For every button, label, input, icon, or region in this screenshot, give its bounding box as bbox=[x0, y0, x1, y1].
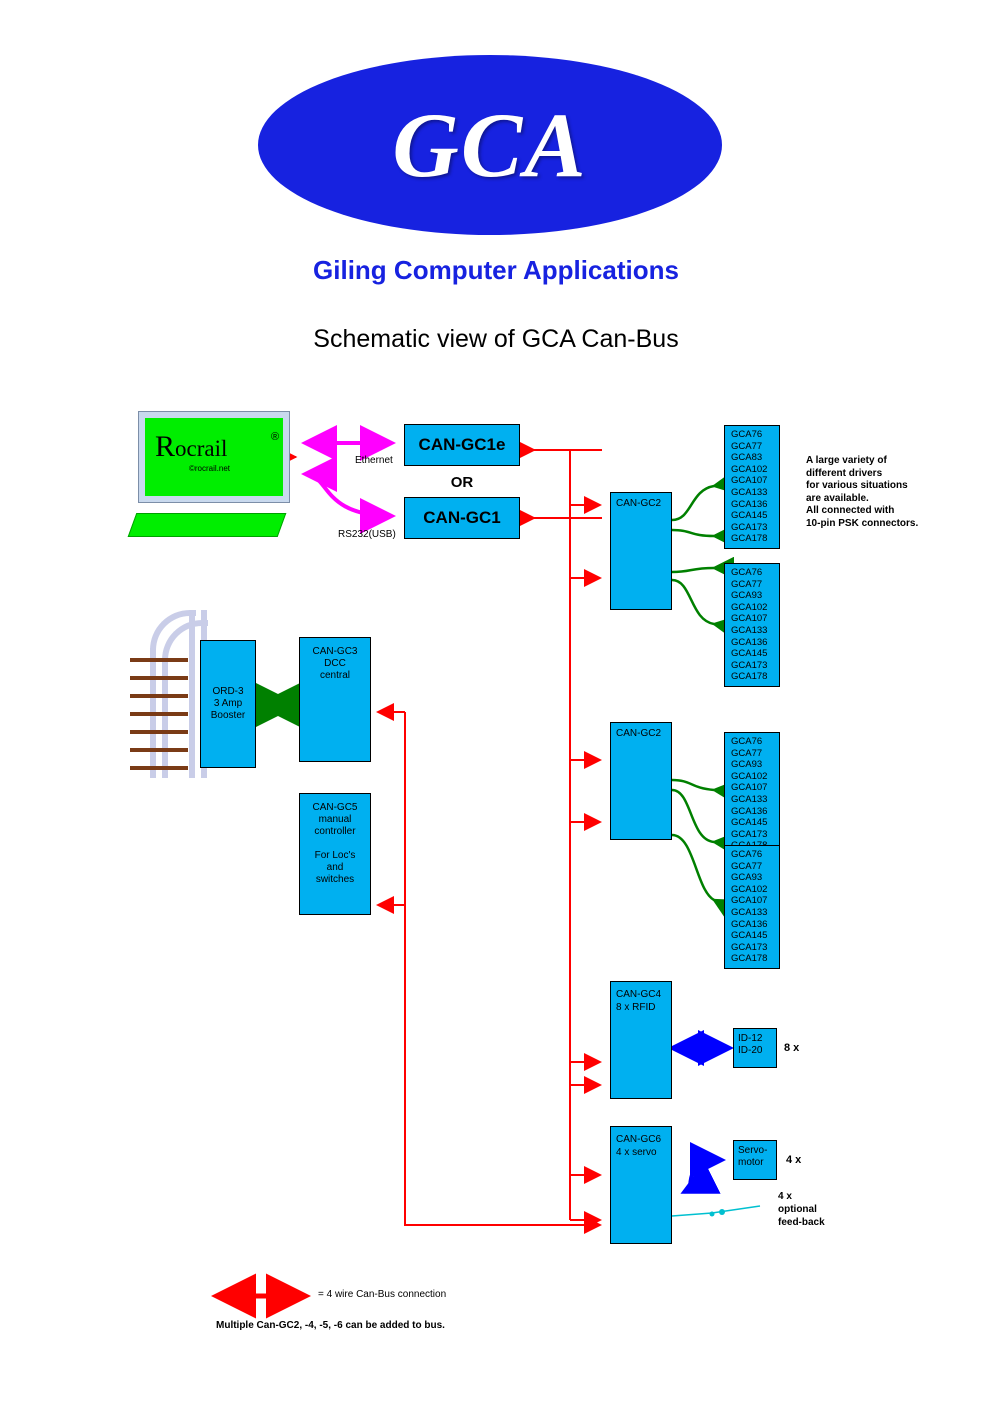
driver-item: GCA178 bbox=[731, 671, 768, 683]
drivers-note-line: for various situations bbox=[806, 480, 908, 491]
node-can-gc4-line: 8 x RFID bbox=[616, 1002, 656, 1013]
drivers-note-line: All connected with bbox=[806, 505, 895, 516]
driver-item: GCA107 bbox=[731, 895, 768, 907]
node-can-gc3-line: CAN-GC3 bbox=[312, 646, 358, 657]
drivers-note-line: different drivers bbox=[806, 467, 883, 479]
node-can-gc5-line: and bbox=[326, 862, 344, 873]
node-can-gc5-line: switches bbox=[315, 874, 355, 885]
driver-list-1 bbox=[724, 425, 780, 549]
driver-item: GCA145 bbox=[731, 648, 768, 660]
rocrail-logo-rest: ocrail bbox=[175, 436, 228, 461]
rocrail-logo-initial: R bbox=[155, 430, 176, 463]
driver-item: GCA107 bbox=[731, 782, 768, 794]
node-ord3-line: 3 Amp bbox=[213, 698, 243, 709]
driver-item: GCA136 bbox=[731, 918, 768, 930]
drivers-note-line: are available. bbox=[806, 492, 869, 504]
rocrail-screen bbox=[145, 418, 283, 496]
node-can-gc1[interactable] bbox=[404, 497, 520, 539]
driver-list-3 bbox=[724, 732, 780, 856]
node-can-gc6-line: CAN-GC6 bbox=[616, 1134, 662, 1145]
node-id-reader-line: ID-12 bbox=[738, 1033, 763, 1044]
driver-list-4 bbox=[724, 845, 780, 969]
node-can-gc5-line: controller bbox=[314, 826, 356, 837]
node-servo-line: motor bbox=[738, 1157, 764, 1168]
node-can-gc1e[interactable] bbox=[404, 424, 520, 466]
driver-item: GCA133 bbox=[731, 624, 768, 636]
driver-item: GCA136 bbox=[731, 805, 768, 817]
driver-item: GCA83 bbox=[731, 452, 763, 464]
node-can-gc3-line: DCC bbox=[324, 658, 346, 669]
node-can-gc5[interactable] bbox=[299, 793, 371, 915]
drivers-note-line: A large variety of bbox=[806, 455, 887, 466]
driver-item: GCA93 bbox=[731, 590, 763, 602]
registered-icon: ® bbox=[271, 431, 280, 443]
driver-item: GCA136 bbox=[731, 498, 768, 510]
driver-item: GCA77 bbox=[731, 578, 763, 590]
driver-item: GCA77 bbox=[731, 440, 763, 452]
node-can-gc2-b[interactable] bbox=[610, 722, 672, 840]
driver-item: GCA133 bbox=[731, 906, 768, 918]
node-can-gc2-a[interactable] bbox=[610, 492, 672, 610]
driver-item: GCA173 bbox=[731, 941, 768, 953]
node-ord3-line: ORD-3 bbox=[212, 686, 244, 697]
driver-item: GCA102 bbox=[731, 463, 768, 475]
driver-item: GCA76 bbox=[731, 567, 763, 578]
label-or: OR bbox=[450, 474, 474, 491]
feedback-line: 4 x bbox=[778, 1191, 792, 1202]
rocrail-monitor bbox=[138, 411, 290, 503]
node-servo-motor[interactable] bbox=[733, 1140, 777, 1180]
label-rs232: RS232(USB) bbox=[338, 529, 396, 540]
node-can-gc1-label: CAN-GC1 bbox=[423, 508, 501, 527]
drivers-note-line: 10-pin PSK connectors. bbox=[806, 517, 919, 529]
node-can-gc3[interactable] bbox=[299, 637, 371, 762]
driver-item: GCA145 bbox=[731, 930, 768, 942]
gca-logo-text: GCA bbox=[392, 94, 588, 196]
legend-arrow-text: = 4 wire Can-Bus connection bbox=[318, 1289, 447, 1300]
driver-item: GCA93 bbox=[731, 872, 763, 884]
driver-item: GCA77 bbox=[731, 860, 763, 872]
feedback-label bbox=[778, 1190, 825, 1229]
driver-item: GCA178 bbox=[731, 953, 768, 965]
driver-item: GCA133 bbox=[731, 793, 768, 805]
node-can-gc6-line: 4 x servo bbox=[616, 1147, 657, 1158]
node-id-reader-line: ID-20 bbox=[738, 1045, 763, 1056]
driver-item: GCA102 bbox=[731, 883, 768, 895]
driver-item: GCA178 bbox=[731, 533, 768, 545]
driver-item: GCA173 bbox=[731, 659, 768, 671]
driver-item: GCA136 bbox=[731, 636, 768, 648]
driver-list-2 bbox=[724, 563, 780, 687]
node-can-gc4[interactable] bbox=[610, 981, 672, 1099]
drivers-note bbox=[806, 455, 986, 530]
node-can-gc2-b-label: CAN-GC2 bbox=[616, 728, 662, 739]
rfid-multiplier: 8 x bbox=[784, 1042, 800, 1054]
driver-item: GCA102 bbox=[731, 601, 768, 613]
node-ord3-booster[interactable] bbox=[200, 640, 256, 768]
node-servo-line: Servo- bbox=[738, 1145, 768, 1156]
driver-item: GCA145 bbox=[731, 817, 768, 829]
servo-multiplier: 4 x bbox=[786, 1154, 802, 1166]
driver-item: GCA145 bbox=[731, 510, 768, 522]
driver-item: GCA107 bbox=[731, 613, 768, 625]
driver-item: GCA93 bbox=[731, 759, 763, 771]
company-name: Giling Computer Applications bbox=[313, 255, 679, 285]
node-id-reader[interactable] bbox=[733, 1028, 777, 1068]
node-can-gc5-line: manual bbox=[318, 814, 352, 825]
rocrail-monitor-base bbox=[128, 513, 287, 537]
label-ethernet: Ethernet bbox=[355, 455, 393, 466]
node-ord3-line: Booster bbox=[210, 710, 246, 721]
driver-item: GCA76 bbox=[731, 429, 763, 440]
driver-item: GCA133 bbox=[731, 486, 768, 498]
legend-note: Multiple Can-GC2, -4, -5, -6 can be added to bus. bbox=[216, 1320, 445, 1331]
node-can-gc5-line: CAN-GC5 bbox=[312, 802, 358, 813]
driver-item: GCA173 bbox=[731, 521, 768, 533]
driver-item: GCA102 bbox=[731, 770, 768, 782]
node-can-gc6[interactable] bbox=[610, 1126, 672, 1244]
driver-item: GCA77 bbox=[731, 747, 763, 759]
node-can-gc1e-label: CAN-GC1e bbox=[418, 435, 506, 454]
feedback-line: optional bbox=[778, 1204, 817, 1215]
driver-item: GCA107 bbox=[731, 475, 768, 487]
node-can-gc5-line: For Loc's bbox=[314, 850, 356, 861]
rocrail-url-text: ©rocrail.net bbox=[189, 464, 231, 473]
driver-item: GCA76 bbox=[731, 736, 763, 747]
rocrail-logo-text bbox=[155, 430, 227, 464]
node-can-gc3-line: central bbox=[319, 670, 350, 681]
feedback-line: feed-back bbox=[778, 1217, 825, 1228]
node-can-gc2-a-label: CAN-GC2 bbox=[616, 498, 662, 509]
driver-item: GCA76 bbox=[731, 849, 763, 860]
page-title: Schematic view of GCA Can-Bus bbox=[313, 325, 679, 353]
driver-item: GCA173 bbox=[731, 828, 768, 840]
node-can-gc4-line: CAN-GC4 bbox=[616, 989, 662, 1000]
